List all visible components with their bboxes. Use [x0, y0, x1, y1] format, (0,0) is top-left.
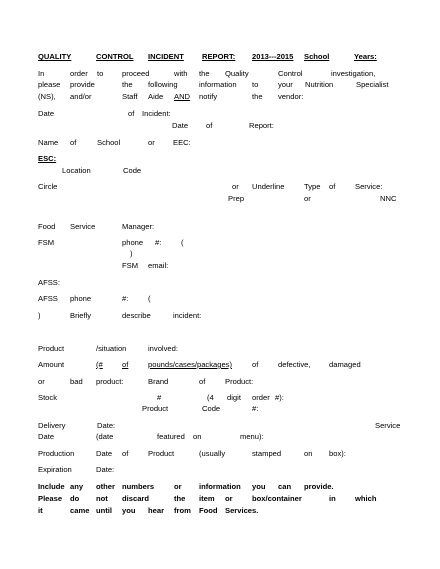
form-label: involved: — [148, 344, 178, 353]
intro-word: please — [38, 80, 61, 89]
form-label: ( — [148, 294, 151, 303]
form-label: Product — [38, 344, 65, 353]
form-label: NNC — [380, 194, 397, 203]
form-label: of — [206, 121, 213, 130]
header-word: QUALITY — [38, 52, 72, 61]
intro-word: information — [199, 80, 237, 89]
form-label: Service — [375, 421, 401, 430]
header-word: REPORT: — [202, 52, 236, 61]
form-label: Date: — [96, 465, 115, 474]
form-label: #: — [252, 404, 259, 413]
form-label: Food — [38, 222, 56, 231]
footer-word: any — [70, 482, 84, 491]
intro-word: In — [38, 69, 45, 78]
form-label: Service — [70, 222, 96, 231]
footer-word: not — [96, 494, 108, 503]
form-label: Type — [304, 182, 321, 191]
form-label: Location — [62, 166, 91, 175]
section-heading: ESC: — [38, 154, 57, 163]
form-label: damaged — [329, 360, 361, 369]
intro-word: with — [174, 69, 188, 78]
form-label: on — [193, 432, 202, 441]
footer-word: Services. — [225, 506, 259, 515]
footer-word: in — [329, 494, 336, 503]
form-label: School — [97, 138, 121, 147]
form-label: ( — [181, 238, 184, 247]
form-label: or — [304, 194, 311, 203]
form-label: Code — [202, 404, 221, 413]
form-label: pounds/cases/packages) — [148, 360, 233, 369]
footer-word: the — [174, 494, 186, 503]
form-label: (usually — [199, 449, 226, 458]
intro-word: order — [70, 69, 88, 78]
form-label: Expiration — [38, 465, 72, 474]
footer-word: which — [355, 494, 377, 503]
footer-word: information — [199, 482, 241, 491]
form-label: Underline — [252, 182, 285, 191]
intro-word: and/or — [70, 92, 92, 101]
form-label: ) — [38, 311, 41, 320]
form-label: Report: — [249, 121, 274, 130]
form-label: FSM — [122, 261, 139, 270]
form-label: Code — [123, 166, 142, 175]
footer-word: Please — [38, 494, 63, 503]
intro-word: following — [148, 80, 178, 89]
form-label: #): — [275, 393, 284, 402]
intro-word: Staff — [122, 92, 138, 101]
form-label: #: — [122, 294, 129, 303]
header-word: 2013---2015 — [252, 52, 294, 61]
intro-word: proceed — [122, 69, 150, 78]
header-word: Years: — [354, 52, 377, 61]
form-label: Date: — [97, 421, 116, 430]
form-label: Briefly — [70, 311, 92, 320]
footer-word: can — [278, 482, 292, 491]
intro-word: Nutrition — [305, 80, 334, 89]
footer-word: discard — [122, 494, 150, 503]
intro-word: your — [278, 80, 293, 89]
footer-word: do — [70, 494, 80, 503]
form-label: Name — [38, 138, 59, 147]
form-label: phone — [70, 294, 92, 303]
form-label: Circle — [38, 182, 58, 191]
form-label: (# — [96, 360, 103, 369]
form-label: of — [122, 449, 129, 458]
form-label: FSM — [38, 238, 55, 247]
form-label: bad — [70, 377, 83, 386]
header-word: CONTROL — [96, 52, 134, 61]
form-label: or — [232, 182, 239, 191]
intro-word: (NS), — [38, 92, 56, 101]
form-label: box): — [329, 449, 346, 458]
form-label: # — [157, 393, 162, 402]
form-label: phone — [122, 238, 144, 247]
form-label: AFSS — [38, 294, 58, 303]
form-label: Manager: — [122, 222, 155, 231]
footer-word: other — [96, 482, 115, 491]
form-label: or — [148, 138, 155, 147]
form-label: Date — [38, 109, 55, 118]
form-label: (4 — [207, 393, 214, 402]
form-label: /situation — [96, 344, 127, 353]
footer-word: or — [225, 494, 233, 503]
intro-word: to — [252, 80, 259, 89]
form-label: of — [252, 360, 259, 369]
form-label: defective, — [278, 360, 311, 369]
intro-word: the — [199, 69, 210, 78]
form-label: EEC: — [173, 138, 191, 147]
footer-word: until — [96, 506, 113, 515]
form-label: of — [122, 360, 129, 369]
intro-word: provide — [70, 80, 95, 89]
form-label: Product — [142, 404, 169, 413]
form-label: Date — [38, 432, 55, 441]
header-word: School — [304, 52, 330, 61]
form-label: Date — [172, 121, 189, 130]
form-label: Brand — [148, 377, 169, 386]
form-label: Service: — [355, 182, 383, 191]
form-label: Product — [148, 449, 175, 458]
form-label: ) — [130, 249, 133, 258]
footer-word: numbers — [122, 482, 155, 491]
intro-word: Control — [278, 69, 303, 78]
form-label: digit — [227, 393, 241, 402]
footer-word: you — [252, 482, 266, 491]
intro-word: vendor: — [278, 92, 304, 101]
form-label: of — [199, 377, 206, 386]
form-label: featured — [157, 432, 185, 441]
form-label: Amount — [38, 360, 65, 369]
footer-word: came — [70, 506, 90, 515]
footer-word: it — [38, 506, 43, 515]
footer-word: Include — [38, 482, 65, 491]
footer-word: provide. — [304, 482, 334, 491]
form-label: (date — [96, 432, 114, 441]
footer-word: item — [199, 494, 215, 503]
form-label: Production — [38, 449, 75, 458]
form-label: #: — [155, 238, 162, 247]
form-label: Delivery — [38, 421, 66, 430]
intro-word: Quality — [225, 69, 249, 78]
intro-word: notify — [199, 92, 218, 101]
form-label: of — [329, 182, 336, 191]
form-label: or — [38, 377, 45, 386]
intro-word: the — [252, 92, 263, 101]
form-label: Prep — [228, 194, 245, 203]
form-label: AFSS: — [38, 278, 60, 287]
form-label: product: — [96, 377, 124, 386]
form-label: on — [304, 449, 313, 458]
header-word: INCIDENT — [148, 52, 184, 61]
form-label: Stock — [38, 393, 57, 402]
intro-word: the — [122, 80, 133, 89]
form-label: email: — [148, 261, 169, 270]
form-label: describe — [122, 311, 151, 320]
form-label: incident: — [173, 311, 202, 320]
footer-word: you — [122, 506, 136, 515]
footer-word: hear — [148, 506, 165, 515]
form-label: Incident: — [142, 109, 171, 118]
intro-word: Aide — [148, 92, 164, 101]
intro-word: Specialist — [356, 80, 389, 89]
form-label: of — [70, 138, 77, 147]
footer-word: from — [174, 506, 191, 515]
form-label: of — [128, 109, 135, 118]
form-label: stamped — [252, 449, 282, 458]
footer-word: box/container — [252, 494, 302, 503]
intro-word: to — [97, 69, 104, 78]
footer-word: Food — [199, 506, 218, 515]
intro-word: AND — [174, 92, 191, 101]
footer-word: or — [174, 482, 182, 491]
form-label: Date — [96, 449, 113, 458]
form-label: menu): — [240, 432, 264, 441]
form-label: Product: — [225, 377, 254, 386]
form-label: order — [252, 393, 270, 402]
intro-word: investigation, — [331, 69, 376, 78]
